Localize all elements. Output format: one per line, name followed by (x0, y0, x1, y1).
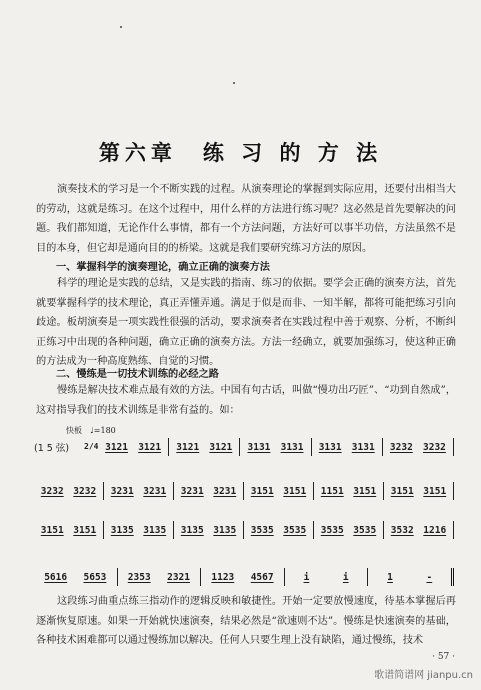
score-beat: 1 (387, 571, 393, 583)
score-beat: 3231 (110, 485, 134, 497)
score-beat: 3151 (250, 485, 274, 497)
score-string-label: (1 5 弦) (34, 443, 70, 454)
score-measure (34, 521, 104, 539)
score-beat: 3135 (110, 524, 134, 536)
score-beat: 4567 (250, 571, 274, 583)
score-beat: 3131 (318, 441, 342, 453)
score-beat: i (303, 571, 310, 583)
tempo-marking (66, 425, 116, 436)
score-measure (384, 521, 454, 539)
score-beat: 2353 (127, 571, 151, 583)
score-beat: 3131 (280, 441, 304, 453)
section-heading-1: 一、掌握科学的演奏理论，确立正确的演奏方法 (56, 262, 270, 273)
score-measure (384, 482, 454, 500)
score-beat: 1216 (423, 524, 447, 536)
score-measure (368, 568, 454, 586)
score-measure (104, 521, 174, 539)
score-row (34, 520, 454, 540)
score-beat: 3231 (143, 485, 167, 497)
score-beat: 3532 (390, 524, 414, 536)
page-number: · 57 · (432, 652, 455, 662)
score-measure (285, 568, 369, 586)
score-beat: 3232 (389, 441, 413, 453)
score-beat: 3121 (209, 441, 233, 453)
score-beat: 3535 (320, 524, 344, 536)
score-row (34, 567, 454, 587)
score-measure (174, 482, 244, 500)
score-beat: 3121 (138, 441, 162, 453)
score-beat: 3135 (180, 524, 204, 536)
tempo-label: 快板 (66, 426, 82, 435)
score-beat: 3535 (353, 524, 377, 536)
scan-speck (233, 82, 235, 84)
score-beat: 3151 (283, 485, 307, 497)
chapter-title: 第六章 练 习 的 方 法 (98, 141, 383, 165)
score-beat: 5616 (44, 571, 68, 583)
section-heading-2: 二、慢练是一切技术训练的必经之路 (56, 369, 219, 380)
score-measure (169, 438, 240, 456)
score-beat: 2321 (167, 571, 190, 583)
section1-paragraph: 科学的理论是实践的总结，又是实践的指南、练习的依据。要学会正确的演奏方法，首先就要掌握科学的技术理论，真正弄懂弄通。满足于似是而非、一知半解，都将可能把练习引向歧途。板胡演奏是一项实践性很强的活动，要求演奏者在实践过程中善于观察、分析，不断纠正练习中出现的各种问题，确立正确的演奏方法。方法一经确立，就要加强练习，使这种正确的方法成为一种高度熟练、自觉的习惯。 (36, 278, 456, 367)
score-beat: 1151 (320, 485, 344, 497)
score-beat: 5653 (83, 571, 107, 583)
score-measure (34, 482, 104, 500)
site-watermark: 歌谱简谱网 jianpu.cn (374, 670, 473, 681)
score-measure (118, 568, 202, 586)
score-beat: 1123 (211, 571, 235, 583)
score-beat: 3131 (247, 441, 271, 453)
score-beat: 3535 (250, 524, 274, 536)
score-beat: 3232 (73, 485, 97, 497)
score-beat: 3135 (143, 524, 167, 536)
time-signature: 2/4 (84, 442, 99, 451)
tempo-mark: ♩=180 (90, 426, 116, 435)
score-measure (314, 521, 384, 539)
score-beat: 3151 (73, 524, 97, 536)
score-measure (98, 438, 169, 456)
score-beat: 3232 (423, 441, 446, 453)
score-measure (240, 438, 311, 456)
score-measure (34, 568, 118, 586)
score-measure (104, 482, 174, 500)
score-row (34, 481, 454, 501)
score-beat: 3232 (40, 485, 64, 497)
scan-speck (120, 26, 122, 28)
score-measure (244, 482, 314, 500)
score-measure (201, 568, 285, 586)
score-measure (383, 438, 454, 456)
score-beat: 3151 (353, 485, 377, 497)
score-beat: 3535 (283, 524, 307, 536)
score-beat: 3151 (40, 524, 64, 536)
score-beat: - (426, 571, 433, 583)
score-beat: 3231 (180, 485, 204, 497)
closing-paragraph: 这段练习曲重点练三指动作的逻辑反映和敏捷性。开始一定要放慢速度，待基本掌握后再逐渐恢复原速。如果一开始就快速演奏，结果必然是“欲速则不达”。慢练是快速演奏的基础，各种技术困难都可以通过慢练加以解决。任何人只要生理上没有缺陷，通过慢练，技术 (36, 596, 456, 646)
score-beat: 3151 (423, 485, 447, 497)
score-measure (314, 482, 384, 500)
score-beat: 3121 (176, 441, 200, 453)
score-measure (312, 438, 383, 456)
score-measure (174, 521, 244, 539)
score-measure (244, 521, 314, 539)
score-beat: 3131 (351, 441, 375, 453)
score-beat: 3231 (213, 485, 237, 497)
score-beat: 3151 (390, 485, 414, 497)
score-beat: 3135 (213, 524, 237, 536)
score-beat: 3121 (105, 441, 128, 453)
score-beat: i (342, 571, 349, 583)
score-row (34, 437, 454, 457)
section2-paragraph: 慢练是解决技术难点最有效的方法。中国有句古话，叫做“慢功出巧匠”、“功到自然成”，这对指导我们的技术训练是非常有益的。如： (36, 385, 456, 416)
intro-paragraph: 演奏技术的学习是一个不断实践的过程。从演奏理论的掌握到实际应用，还要付出相当大的劳动，这就是练习。在这个过程中，用什么样的方法进行练习呢？这必然是首先要解决的问题。我们都知道，无论作什么事情，都有一个方法问题，方法好可以事半功倍，方法虽然不是目的本身，但它却是通向目的的桥梁。这就是我们要研究练习方法的原因。 (36, 184, 456, 254)
